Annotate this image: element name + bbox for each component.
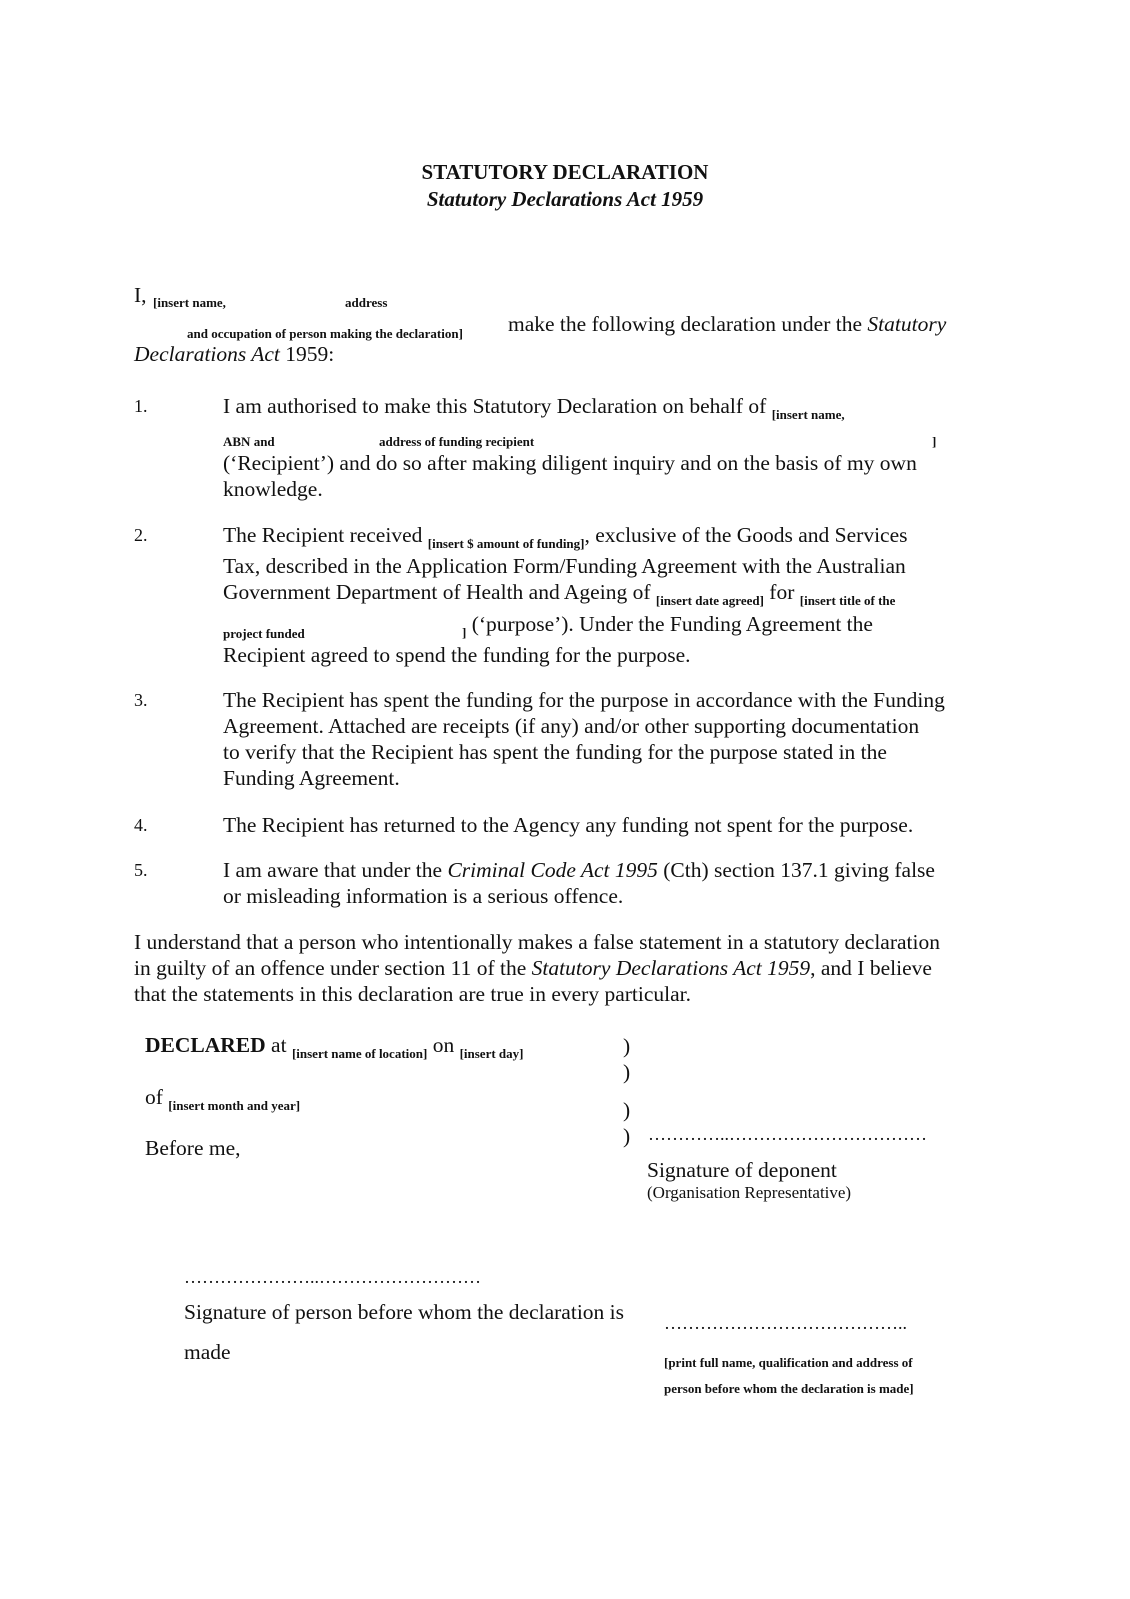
item-2-line-4: $_]$ (‘purpose’). Under the Funding Agreement the bbox=[462, 612, 873, 640]
document-title: STATUTORY DECLARATION bbox=[421, 160, 709, 184]
witness-signature-label-1: Signature of person before whom the declaration is bbox=[184, 1300, 625, 1324]
item-2-line-2: Tax, described in the Application Form/Funding Agreement with the Australian bbox=[223, 554, 906, 578]
intro-text: make the following declaration under the Statutory bbox=[508, 312, 947, 336]
intro-placeholder-occupation: and occupation of person making the declaration] bbox=[187, 326, 463, 341]
item-3-line-3: to verify that the Recipient has spent the funding for the purpose stated in the bbox=[223, 740, 887, 764]
understand-line-2: in guilty of an offence under section 11 of the Statutory Declarations Act 1959, and I believe bbox=[134, 956, 932, 980]
item-5-line-2: or misleading information is a serious offence. bbox=[223, 884, 624, 908]
item-1-placeholder-close: ] bbox=[932, 434, 937, 449]
item-1-placeholder-abn: ABN and bbox=[223, 434, 275, 449]
intro-placeholder-address: address bbox=[345, 295, 388, 310]
intro-text-act: Declarations Act 1959: bbox=[134, 342, 335, 366]
declared-line: DECLARED at $_{[insert name of location]}$ on $_{[insert day]}$ bbox=[145, 1033, 524, 1061]
item-1-line-4: knowledge. bbox=[223, 477, 323, 501]
print-name-label-1: [print full name, qualification and address of bbox=[664, 1355, 913, 1370]
deponent-signature-sublabel: (Organisation Representative) bbox=[647, 1183, 852, 1202]
item-3-line-4: Funding Agreement. bbox=[223, 766, 400, 790]
print-name-line: ………………………………….. bbox=[664, 1313, 907, 1333]
witness-signature-label-2: made bbox=[184, 1340, 231, 1364]
item-5-line-1: I am aware that under the Criminal Code Act 1995 (Cth) section 137.1 giving false bbox=[223, 858, 935, 882]
paren-1: ) bbox=[623, 1034, 631, 1058]
item-2-line-3: Government Department of Health and Ageing of $_{[insert date agreed]}$ for $_{[insert title of the}$ bbox=[223, 580, 896, 608]
paren-3: ) bbox=[623, 1098, 631, 1122]
item-number-1: 1. bbox=[134, 396, 148, 416]
item-3-line-1: The Recipient has spent the funding for the purpose in accordance with the Funding bbox=[223, 688, 945, 712]
deponent-signature-line: …………..…………………………… bbox=[648, 1124, 927, 1144]
before-me: Before me, bbox=[145, 1136, 241, 1160]
understand-line-1: I understand that a person who intentionally makes a false statement in a statutory declaration bbox=[134, 930, 940, 954]
paren-4: ) bbox=[623, 1124, 631, 1148]
deponent-signature-label: Signature of deponent bbox=[647, 1158, 837, 1182]
intro-i: I, bbox=[134, 283, 147, 307]
item-2-line-1: The Recipient received $_{[insert \$ amount of funding]}$, exclusive of the Goods and Services bbox=[223, 523, 908, 551]
item-2-line-5: Recipient agreed to spend the funding for the purpose. bbox=[223, 643, 691, 667]
intro-placeholder-name: [insert name, bbox=[153, 295, 226, 310]
item-1-placeholder-address: address of funding recipient bbox=[379, 434, 535, 449]
document-subtitle: Statutory Declarations Act 1959 bbox=[426, 187, 704, 211]
item-number-4: 4. bbox=[134, 815, 148, 835]
item-1-line-1: I am authorised to make this Statutory Declaration on behalf of $_{[insert name,}$ bbox=[223, 394, 845, 422]
witness-signature-line: …………………..……………………… bbox=[184, 1267, 481, 1287]
item-number-2: 2. bbox=[134, 525, 148, 545]
item-3-line-2: Agreement. Attached are receipts (if any) and/or other supporting documentation bbox=[223, 714, 920, 738]
item-4-line-1: The Recipient has returned to the Agency any funding not spent for the purpose. bbox=[223, 813, 914, 837]
print-name-label-2: person before whom the declaration is made] bbox=[664, 1381, 914, 1396]
item-2-placeholder-project: project funded bbox=[223, 626, 305, 641]
understand-line-3: that the statements in this declaration are true in every particular. bbox=[134, 982, 691, 1006]
paren-2: ) bbox=[623, 1060, 631, 1084]
declared-of-line: of $_{[insert month and year]}$ bbox=[145, 1085, 301, 1113]
item-1-line-3: (‘Recipient’) and do so after making diligent inquiry and on the basis of my own bbox=[223, 451, 917, 475]
item-number-5: 5. bbox=[134, 860, 148, 880]
item-number-3: 3. bbox=[134, 690, 148, 710]
